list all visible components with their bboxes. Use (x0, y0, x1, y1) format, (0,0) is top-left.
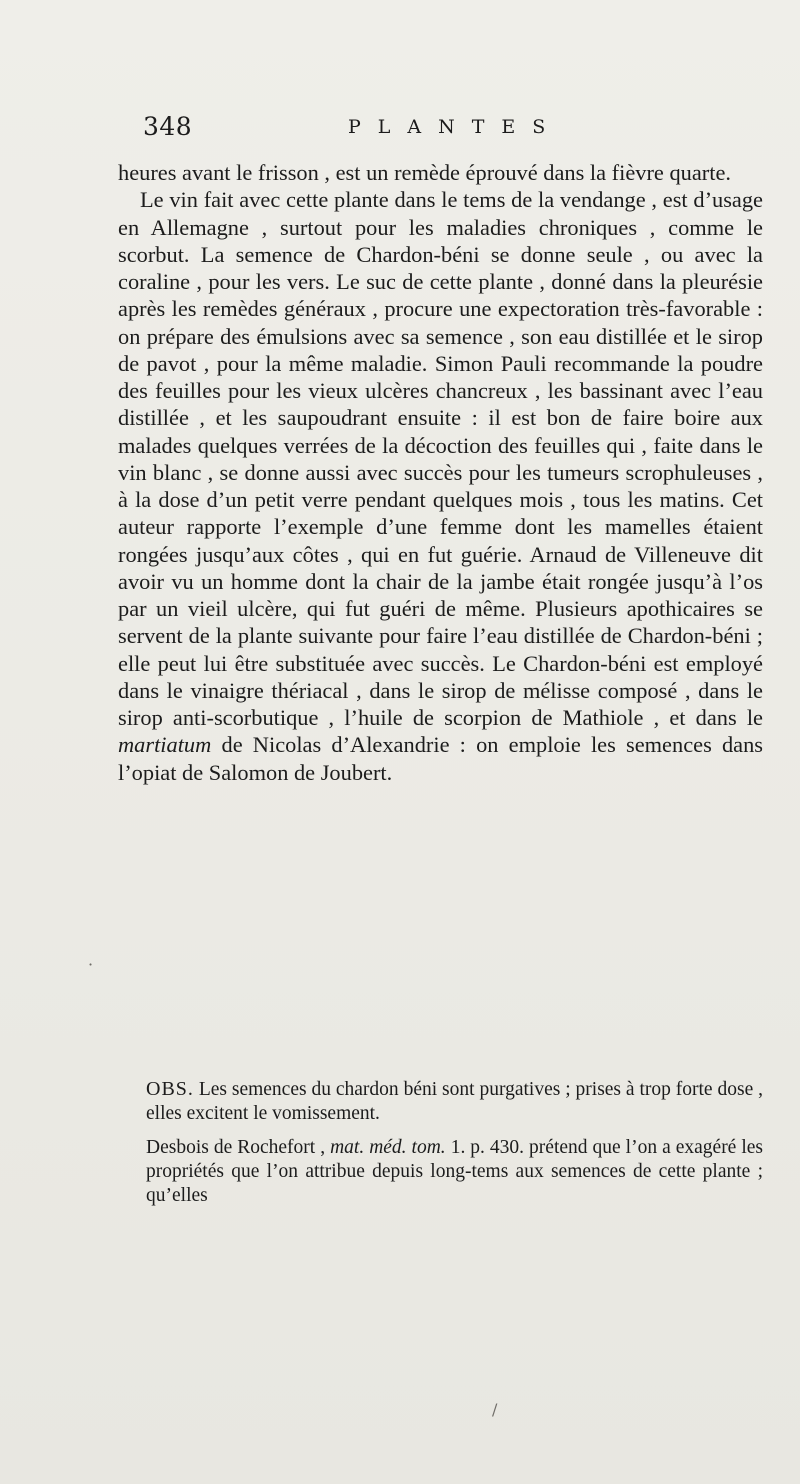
desbois-text-end: 1. p. 430. prétend que l’on a exagéré les propriétés que l’on attribue depuis long-tems aux semences de cette plante ; qu’elles (146, 1137, 763, 1206)
paragraph-text: Le vin fait avec cette plante dans le tems de la vendange , est d’usage en Allemagne , surtout pour les maladies chroniques , comme le scorbut. La semence de Chardon-béni se donne seule , ou avec la coraline , pour les vers. Le suc de cette plante , donné dans la pleurésie après les remèdes généraux , procure une expectoration très-favorable : on prépare des émulsions avec sa semence , son eau distillée et le sirop de pavot , pour la même maladie. Simon Pauli recommande la poudre des feuilles pour les vieux ulcères chancreux , les bassinant avec l’eau distillée , et les saupoudrant ensuite : il est bon de faire boire aux malades quelques verrées de la décoction des feuilles qui , faite dans le vin blanc , se donne aussi avec succès pour les tumeurs scrophuleuses , à la dose d’un petit verre pendant quelques mois , tous les matins. Cet auteur rapporte l’exemple d’une femme dont les mamelles étaient rongées jusqu’aux côtes , qui en fut guérie. Arnaud de Villeneuve dit avoir vu un homme dont la chair de la jambe était rongée jusqu’à l’os par un vieil ulcère, qui fut guéri de même. Plusieurs apothicaires se servent de la plante suivante pour faire l’eau distillée de Chardon-béni ; elle peut lui être substituée avec succès. Le Chardon-béni est employé dans le vinaigre thériacal , dans le sirop de mélisse composé , dans le sirop anti-scorbutique , l’huile de scorpion de Mathiole , et dans le (118, 187, 763, 730)
running-title: PLANTES (348, 116, 563, 138)
desbois-note (146, 1136, 763, 1208)
italic-term: martiatum (118, 732, 212, 758)
paragraph-text-end: de Nicolas d’Alexandrie : on emploie les semences dans l’opiat de Salomon de Joubert. (118, 732, 763, 785)
main-text (118, 159, 763, 786)
obs-note (146, 1077, 763, 1126)
page-number: 348 (143, 112, 193, 141)
paper-speck: · (88, 955, 94, 974)
page-header (143, 112, 763, 148)
paper-speck: / (492, 1400, 498, 1419)
paragraph-chardon-beni (118, 186, 763, 786)
desbois-reference: mat. méd. tom. (330, 1137, 446, 1158)
obs-text: Les semences du chardon béni sont purgatives ; prises à trop forte dose , elles excitent le vomissement. (146, 1079, 763, 1124)
desbois-text-start: Desbois de Rochefort , (146, 1137, 326, 1158)
obs-label: OBS. (146, 1078, 194, 1100)
notes (146, 1077, 763, 1218)
paragraph-continuation: heures avant le frisson , est un remède éprouvé dans la fièvre quarte. (118, 160, 732, 185)
